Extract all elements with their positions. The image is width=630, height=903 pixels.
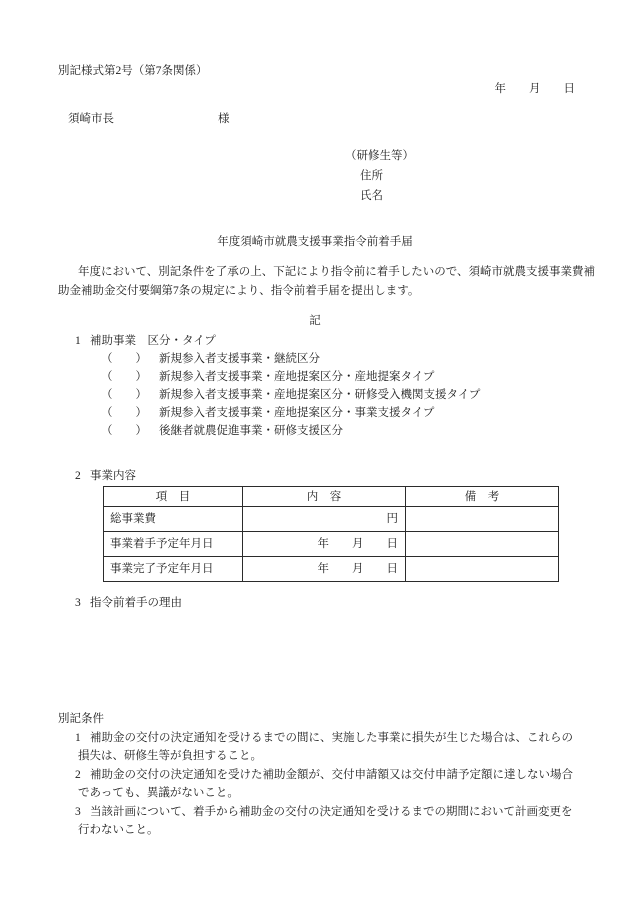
cell-item-label: 総事業費 [104,507,243,532]
table-row [104,532,559,557]
form-number: 別記様式第2号（第7条関係） [58,65,208,77]
condition-number: 2 [75,768,81,781]
checkbox-parentheses: （ ） [101,425,147,437]
checkbox-parentheses: （ ） [101,353,147,365]
condition-text: 補助金の交付の決定通知を受けるまでの間に、実施した事業に損失が生じた場合は、これらの [90,731,573,744]
cell-note-value [406,557,559,582]
condition-number: 1 [75,731,81,744]
date-line: 年 月 日 [494,83,575,95]
table-header-note: 備 考 [406,487,559,507]
section-2-title: 事業内容 [90,470,136,482]
body-line-1: 年度において、別記条件を了承の上、下記により指令前に着手したいので、須崎市就農支援事業費補 [78,266,596,278]
applicant-address-label: 住所 [360,170,383,182]
condition-item-line: 損失は、研修生等が負担すること。 [78,750,262,762]
addressee-line [68,110,230,128]
cell-content-value: 年 月 日 [243,532,406,557]
section-1-title: 補助事業 区分・タイプ [90,335,216,347]
table-row [104,557,559,582]
condition-item-line [75,766,603,785]
condition-text: 補助金の交付の決定通知を受けた補助金額が、交付申請額又は交付申請予定額に達しない場合 [90,768,573,781]
document-title: 年度須崎市就農支援事業指令前着手届 [217,236,413,248]
option-row [101,386,480,404]
option-row [101,404,480,422]
checkbox-parentheses: （ ） [101,371,147,383]
option-row [101,422,480,440]
table-header-content: 内 容 [243,487,406,507]
checkbox-parentheses: （ ） [101,389,147,401]
condition-item-line: であっても、異議がないこと。 [78,787,239,799]
option-label: 新規参入者支援事業・産地提案区分・産地提案タイプ [159,371,435,383]
option-label: 後継者就農促進事業・研修支援区分 [159,425,343,437]
section-1-number: 1 [75,335,81,347]
cell-note-value [406,532,559,557]
section-2-number: 2 [75,470,81,482]
record-mark: 記 [309,315,321,327]
applicant-name-label: 氏名 [360,190,383,202]
option-row [101,368,480,386]
section-3-reason [58,594,182,612]
cell-content-value: 円 [243,507,406,532]
addressee-name: 須崎市長 [68,113,114,125]
table-header-item: 項 目 [104,487,243,507]
checkbox-parentheses: （ ） [101,407,147,419]
addressee-honorific: 様 [218,113,230,125]
section-3-title: 指令前着手の理由 [90,597,182,609]
section-3-number: 3 [75,597,81,609]
condition-text: 当該計画について、着手から補助金の交付の決定通知を受けるまでの期間において計画変更を [90,805,573,818]
condition-item-line: 行わないこと。 [78,824,159,836]
section-3-heading [75,594,182,612]
section-2-project-details [58,467,136,485]
body-line-2: 助金補助金交付要綱第7条の規定により、指令前着手届を提出します。 [58,285,420,297]
attached-conditions-block [58,710,603,840]
section-1-heading [75,332,480,350]
table-header-row [104,487,559,507]
body-paragraph [58,263,598,301]
option-label: 新規参入者支援事業・産地提案区分・事業支援タイプ [159,407,435,419]
applicant-heading: （研修生等） [345,150,414,162]
cell-item-label: 事業完了予定年月日 [104,557,243,582]
section-1-subsidy-project [58,332,480,440]
cell-note-value [406,507,559,532]
section-2-heading [75,467,136,485]
option-label: 新規参入者支援事業・産地提案区分・研修受入機関支援タイプ [159,389,481,401]
cell-item-label: 事業着手予定年月日 [104,532,243,557]
condition-item-line [75,729,603,748]
table-row [104,507,559,532]
applicant-block [345,146,414,206]
cell-content-value: 年 月 日 [243,557,406,582]
option-row [101,350,480,368]
condition-item-line [75,803,603,822]
conditions-heading: 別記条件 [58,713,104,725]
project-details-table [103,486,559,582]
condition-number: 3 [75,805,81,818]
option-label: 新規参入者支援事業・継続区分 [159,353,320,365]
